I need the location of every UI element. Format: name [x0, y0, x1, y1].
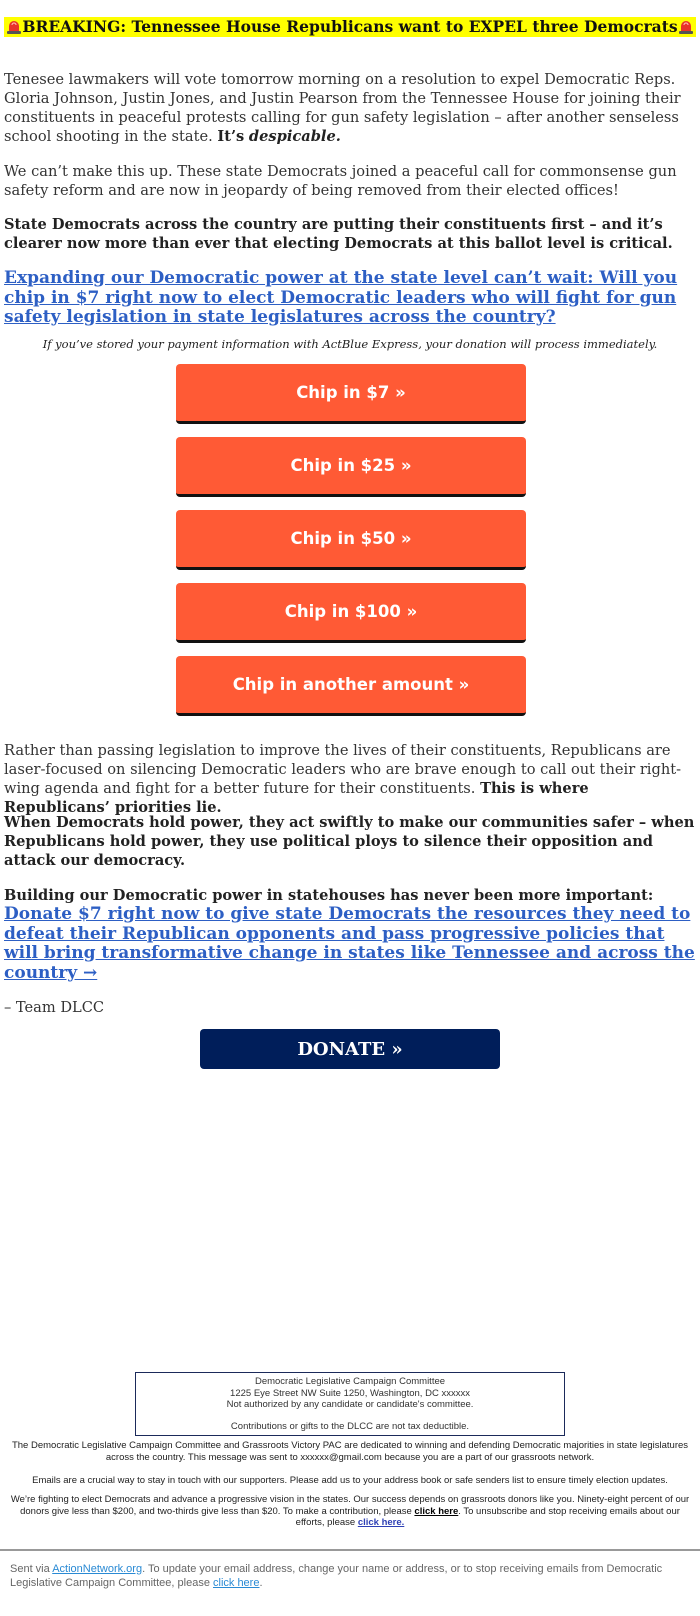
paragraph-6-bold: Building our Democratic power in statehouses has never been more important: — [4, 887, 654, 904]
chip-other-button[interactable]: Chip in another amount » — [176, 656, 526, 716]
address-authorization: Not authorized by any candidate or candidate's committee. — [226, 1399, 474, 1410]
footer-mission: The Democratic Legislative Campaign Committee and Grassroots Victory PAC are dedicated to winning and defending Democratic majorities in state legislatures across the country. This message was sent to xxxxxx@gmail.com because you are a part of our grassroots network. — [11, 1440, 689, 1463]
footer-emails-note: Emails are a crucial way to stay in touch with our supporters. Please add us to your address book or safe senders list to ensure timely election updates. — [32, 1475, 668, 1486]
sent-via-middle: . To update your email address, change your name or address, or to stop receiving emails from Democratic Legislative Campaign Committee, please — [10, 1563, 663, 1589]
actionnetwork-link[interactable]: ActionNetwork.org — [52, 1563, 143, 1575]
contribute-link[interactable]: click here — [414, 1505, 459, 1517]
address-org: Democratic Legislative Campaign Committee — [254, 1376, 446, 1387]
paragraph-3-text: State Democrats across the country are putting their constituents first – and it’s clearer now more than ever that electing Democrats at this ballot level is critical. — [4, 216, 673, 252]
chip-25-button[interactable]: Chip in $25 » — [176, 437, 526, 497]
donate-link[interactable]: Donate $7 right now to give state Democrats the resources they need to defeat their Republican opponents and pass progressive policies that will bring transformative change in states like Tennessee and across the country → — [4, 904, 695, 983]
headline-wrap — [0, 17, 700, 37]
intro-text: Tenesee lawmakers will vote tomorrow morning on a resolution to expel Democratic Reps. Gloria Johnson, Justin Jones, and Justin Pearson from the Tennessee House for joining their constituents in peaceful protests calling for gun safety legislation – after another senseless school shooting in the state. — [4, 71, 681, 145]
paragraph-5-text: When Democrats hold power, they act swiftly to make our communities safer – when Republicans hold power, they use political ploys to silence their opposition and attack our democracy. — [4, 814, 695, 869]
paragraph-2 — [4, 162, 696, 200]
intro-bold-italic: despicable. — [248, 128, 341, 145]
footer-unsubscribe-text: . To unsubscribe and stop receiving emails about our efforts, please — [295, 1505, 680, 1528]
signoff-text: – Team DLCC — [4, 999, 105, 1016]
sent-via-suffix: . — [259, 1577, 263, 1589]
intro-paragraph — [4, 70, 696, 146]
update-preferences-link[interactable]: click here — [213, 1577, 260, 1589]
paragraph-2-text: We can’t make this up. These state Democrats joined a peaceful call for commonsense gun safety reform and are now in jeopardy of being removed from their elected offices! — [4, 163, 677, 199]
paragraph-3 — [4, 215, 696, 253]
sent-via — [10, 1562, 680, 1590]
address-box — [135, 1372, 565, 1436]
siren-icon — [678, 19, 694, 34]
paragraph-4-bold: This is where Republicans’ priorities lie. — [4, 780, 589, 816]
address-tax-note: Contributions or gifts to the DLCC are not tax deductible. — [230, 1420, 470, 1432]
footer-donors-text: We’re fighting to elect Democrats and advance a progressive vision in the states. Our success depends on grassroots donors like you. Ninety-eight percent of our donors give less than $200, and two-thirds give less than $20. To make a contribution, please — [10, 1494, 690, 1517]
chip-7-button[interactable]: Chip in $7 » — [176, 364, 526, 424]
address-street: 1225 Eye Street NW Suite 1250, Washington, DC xxxxxx — [230, 1387, 470, 1399]
sent-via-prefix: Sent via — [10, 1563, 50, 1575]
paragraph-4-text: Rather than passing legislation to improve the lives of their constituents, Republicans are laser-focused on silencing Democratic leaders who are brave enough to call out their right-wing agenda and fight for a better future for their constituents. — [4, 742, 682, 797]
intro-bold: It’s — [217, 128, 245, 145]
footer-donors-note — [10, 1494, 690, 1529]
ask-paragraph — [4, 269, 696, 328]
siren-icon — [6, 19, 22, 34]
chip-100-button[interactable]: Chip in $100 » — [176, 583, 526, 643]
signoff — [4, 998, 696, 1017]
unsubscribe-link[interactable]: click here. — [357, 1517, 405, 1528]
paragraph-6 — [4, 886, 696, 983]
headline-text: BREAKING: Tennessee House Republicans want to EXPEL three Democrats — [22, 17, 678, 36]
donate-button[interactable]: DONATE » — [200, 1029, 500, 1069]
express-note: If you’ve stored your payment information with ActBlue Express, your donation will process immediately. — [42, 337, 658, 351]
paragraph-5 — [4, 813, 696, 870]
headline — [4, 17, 695, 37]
paragraph-4 — [4, 741, 696, 817]
chip-50-button[interactable]: Chip in $50 » — [176, 510, 526, 570]
footer-divider — [0, 1549, 700, 1551]
ask-link[interactable]: Expanding our Democratic power at the state level can’t wait: Will you chip in $7 right now to elect Democratic leaders who will fight for gun safety legislation in state legislatures across the country? — [4, 268, 678, 327]
